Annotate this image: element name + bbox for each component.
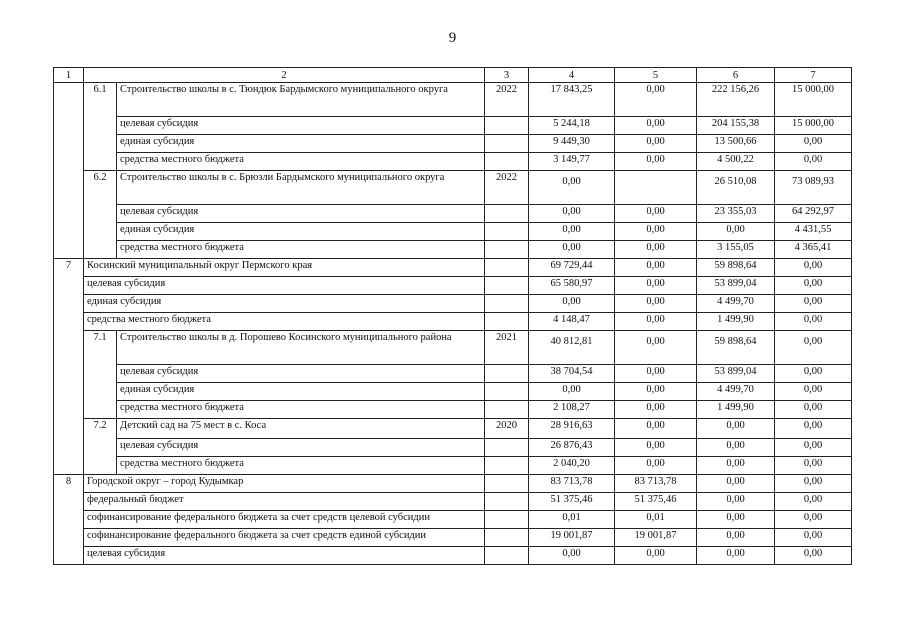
- value-cell: 53 899,04: [697, 365, 775, 383]
- table-row: [54, 439, 852, 457]
- value-cell: 0,00: [529, 547, 615, 565]
- value-cell: 4 431,55: [775, 223, 852, 241]
- value-cell: 3 149,77: [529, 153, 615, 171]
- value-cell: 0,00: [775, 439, 852, 457]
- header-row: [54, 68, 852, 83]
- item-code: 6.2: [84, 171, 117, 259]
- value-cell: 0,00: [615, 277, 697, 295]
- table-row: [54, 547, 852, 565]
- item-year: 2022: [485, 83, 529, 117]
- value-cell: 23 355,03: [697, 205, 775, 223]
- value-cell: 73 089,93: [775, 171, 852, 205]
- item-name: Строительство школы в с. Брюзли Бардымского муниципального округа: [117, 171, 485, 205]
- value-cell: 2 040,20: [529, 457, 615, 475]
- item-year: 2020: [485, 419, 529, 439]
- value-cell: 0,00: [615, 295, 697, 313]
- value-cell: 0,00: [775, 313, 852, 331]
- value-cell: 1 499,90: [697, 313, 775, 331]
- value-cell: 15 000,00: [775, 117, 852, 135]
- value-cell: 0,00: [529, 205, 615, 223]
- table-row: [54, 401, 852, 419]
- value-cell: 13 500,66: [697, 135, 775, 153]
- value-cell: 0,00: [697, 475, 775, 493]
- year-cell: [485, 529, 529, 547]
- value-cell: 0,00: [775, 401, 852, 419]
- value-cell: 0,00: [615, 205, 697, 223]
- year-cell: [485, 295, 529, 313]
- value-cell: 0,00: [529, 223, 615, 241]
- value-cell: 0,00: [775, 365, 852, 383]
- value-cell: 204 155,38: [697, 117, 775, 135]
- value-cell: 0,00: [697, 439, 775, 457]
- value-cell: 0,00: [615, 419, 697, 439]
- value-cell: 0,00: [615, 153, 697, 171]
- value-cell: 0,00: [615, 547, 697, 565]
- item-name: целевая субсидия: [117, 365, 485, 383]
- year-cell: [485, 365, 529, 383]
- value-cell: 0,00: [615, 83, 697, 117]
- value-cell: 0,00: [615, 313, 697, 331]
- value-cell: 4 148,47: [529, 313, 615, 331]
- value-cell: 59 898,64: [697, 259, 775, 277]
- value-cell: 0,00: [615, 223, 697, 241]
- item-name: Строительство школы в с. Тюндюк Бардымского муниципального округа: [117, 83, 485, 117]
- value-cell: 0,00: [775, 295, 852, 313]
- value-cell: 0,00: [775, 331, 852, 365]
- table-row: [54, 365, 852, 383]
- row-index-cell: 7: [54, 259, 84, 475]
- table-row: [54, 259, 852, 277]
- year-cell: [485, 511, 529, 529]
- year-cell: [485, 457, 529, 475]
- header-cell: 6: [697, 68, 775, 83]
- item-name: федеральный бюджет: [84, 493, 485, 511]
- value-cell: 51 375,46: [615, 493, 697, 511]
- value-cell: 0,00: [615, 365, 697, 383]
- value-cell: 0,00: [697, 223, 775, 241]
- year-cell: [485, 313, 529, 331]
- table-row: [54, 205, 852, 223]
- item-name: Косинский муниципальный округ Пермского края: [84, 259, 485, 277]
- header-cell: 3: [485, 68, 529, 83]
- value-cell: 0,00: [615, 457, 697, 475]
- item-name: средства местного бюджета: [117, 457, 485, 475]
- value-cell: 0,00: [615, 241, 697, 259]
- value-cell: 0,00: [615, 135, 697, 153]
- value-cell: 0,00: [529, 383, 615, 401]
- value-cell: 53 899,04: [697, 277, 775, 295]
- value-cell: 0,00: [697, 529, 775, 547]
- item-name: целевая субсидия: [84, 547, 485, 565]
- table-row: [54, 457, 852, 475]
- item-name: Городской округ – город Кудымкар: [84, 475, 485, 493]
- value-cell: 0,01: [529, 511, 615, 529]
- table-row: [54, 383, 852, 401]
- value-cell: 0,00: [697, 457, 775, 475]
- budget-table: [53, 67, 852, 565]
- value-cell: 0,00: [615, 259, 697, 277]
- value-cell: 0,00: [615, 331, 697, 365]
- value-cell: 0,00: [775, 383, 852, 401]
- value-cell: 19 001,87: [529, 529, 615, 547]
- item-name: единая субсидия: [117, 223, 485, 241]
- value-cell: 4 499,70: [697, 383, 775, 401]
- value-cell: 64 292,97: [775, 205, 852, 223]
- item-name: софинансирование федерального бюджета за счет средств целевой субсидии: [84, 511, 485, 529]
- item-name: целевая субсидия: [117, 117, 485, 135]
- value-cell: 0,00: [775, 135, 852, 153]
- year-cell: [485, 241, 529, 259]
- year-cell: [485, 223, 529, 241]
- table-row: [54, 241, 852, 259]
- value-cell: 0,00: [775, 419, 852, 439]
- item-code: 7.1: [84, 331, 117, 419]
- table-row: [54, 83, 852, 117]
- item-name: Строительство школы в д. Порошево Косинского муниципального района: [117, 331, 485, 365]
- value-cell: 38 704,54: [529, 365, 615, 383]
- item-name: целевая субсидия: [84, 277, 485, 295]
- value-cell: 3 155,05: [697, 241, 775, 259]
- value-cell: 0,00: [775, 153, 852, 171]
- header-cell: 7: [775, 68, 852, 83]
- value-cell: 51 375,46: [529, 493, 615, 511]
- item-code: 6.1: [84, 83, 117, 171]
- value-cell: 19 001,87: [615, 529, 697, 547]
- year-cell: [485, 117, 529, 135]
- table-row: [54, 171, 852, 205]
- table-row: [54, 153, 852, 171]
- value-cell: 26 876,43: [529, 439, 615, 457]
- value-cell: 222 156,26: [697, 83, 775, 117]
- table-row: [54, 313, 852, 331]
- year-cell: [485, 439, 529, 457]
- value-cell: 17 843,25: [529, 83, 615, 117]
- value-cell: 65 580,97: [529, 277, 615, 295]
- value-cell: 5 244,18: [529, 117, 615, 135]
- table-row: [54, 223, 852, 241]
- value-cell: 0,00: [615, 401, 697, 419]
- year-cell: [485, 153, 529, 171]
- year-cell: [485, 277, 529, 295]
- table-row: [54, 529, 852, 547]
- value-cell: 0,00: [775, 511, 852, 529]
- item-name: Детский сад на 75 мест в с. Коса: [117, 419, 485, 439]
- year-cell: [485, 493, 529, 511]
- table-row: [54, 493, 852, 511]
- table-row: [54, 135, 852, 153]
- value-cell: 0,00: [529, 171, 615, 205]
- value-cell: 4 365,41: [775, 241, 852, 259]
- year-cell: [485, 401, 529, 419]
- value-cell: 0,00: [529, 295, 615, 313]
- item-name: средства местного бюджета: [117, 153, 485, 171]
- year-cell: [485, 259, 529, 277]
- value-cell: 0,00: [775, 475, 852, 493]
- value-cell: 0,00: [775, 547, 852, 565]
- item-name: средства местного бюджета: [117, 241, 485, 259]
- value-cell: 0,00: [775, 457, 852, 475]
- header-cell: 5: [615, 68, 697, 83]
- header-cell: 2: [84, 68, 485, 83]
- row-index-cell: 8: [54, 475, 84, 565]
- value-cell: 0,00: [775, 277, 852, 295]
- item-name: целевая субсидия: [117, 205, 485, 223]
- year-cell: [485, 383, 529, 401]
- item-name: единая субсидия: [84, 295, 485, 313]
- table-row: [54, 117, 852, 135]
- value-cell: 4 500,22: [697, 153, 775, 171]
- year-cell: [485, 205, 529, 223]
- item-name: единая субсидия: [117, 383, 485, 401]
- value-cell: 26 510,08: [697, 171, 775, 205]
- value-cell: 1 499,90: [697, 401, 775, 419]
- header-cell: 1: [54, 68, 84, 83]
- item-name: единая субсидия: [117, 135, 485, 153]
- item-year: 2022: [485, 171, 529, 205]
- value-cell: 15 000,00: [775, 83, 852, 117]
- table-row: [54, 511, 852, 529]
- table-row: [54, 295, 852, 313]
- value-cell: 2 108,27: [529, 401, 615, 419]
- value-cell: 40 812,81: [529, 331, 615, 365]
- value-cell: 0,00: [615, 439, 697, 457]
- year-cell: [485, 547, 529, 565]
- value-cell: 4 499,70: [697, 295, 775, 313]
- value-cell: 0,00: [615, 117, 697, 135]
- header-cell: 4: [529, 68, 615, 83]
- value-cell: 0,00: [775, 259, 852, 277]
- table-row: [54, 475, 852, 493]
- value-cell: [615, 171, 697, 205]
- year-cell: [485, 135, 529, 153]
- table-row: [54, 331, 852, 365]
- value-cell: 0,00: [697, 419, 775, 439]
- value-cell: 0,01: [615, 511, 697, 529]
- item-name: средства местного бюджета: [84, 313, 485, 331]
- value-cell: 0,00: [615, 383, 697, 401]
- value-cell: 28 916,63: [529, 419, 615, 439]
- item-code: 7.2: [84, 419, 117, 475]
- value-cell: 0,00: [697, 511, 775, 529]
- value-cell: 69 729,44: [529, 259, 615, 277]
- page-number: 9: [448, 30, 457, 46]
- value-cell: 83 713,78: [615, 475, 697, 493]
- year-cell: [485, 475, 529, 493]
- value-cell: 9 449,30: [529, 135, 615, 153]
- value-cell: 59 898,64: [697, 331, 775, 365]
- table-row: [54, 277, 852, 295]
- item-name: целевая субсидия: [117, 439, 485, 457]
- item-year: 2021: [485, 331, 529, 365]
- value-cell: 0,00: [697, 547, 775, 565]
- item-name: средства местного бюджета: [117, 401, 485, 419]
- value-cell: 83 713,78: [529, 475, 615, 493]
- value-cell: 0,00: [697, 493, 775, 511]
- value-cell: 0,00: [775, 529, 852, 547]
- item-name: софинансирование федерального бюджета за счет средств единой субсидии: [84, 529, 485, 547]
- row-index-cell: [54, 83, 84, 259]
- table-row: [54, 419, 852, 439]
- value-cell: 0,00: [775, 493, 852, 511]
- value-cell: 0,00: [529, 241, 615, 259]
